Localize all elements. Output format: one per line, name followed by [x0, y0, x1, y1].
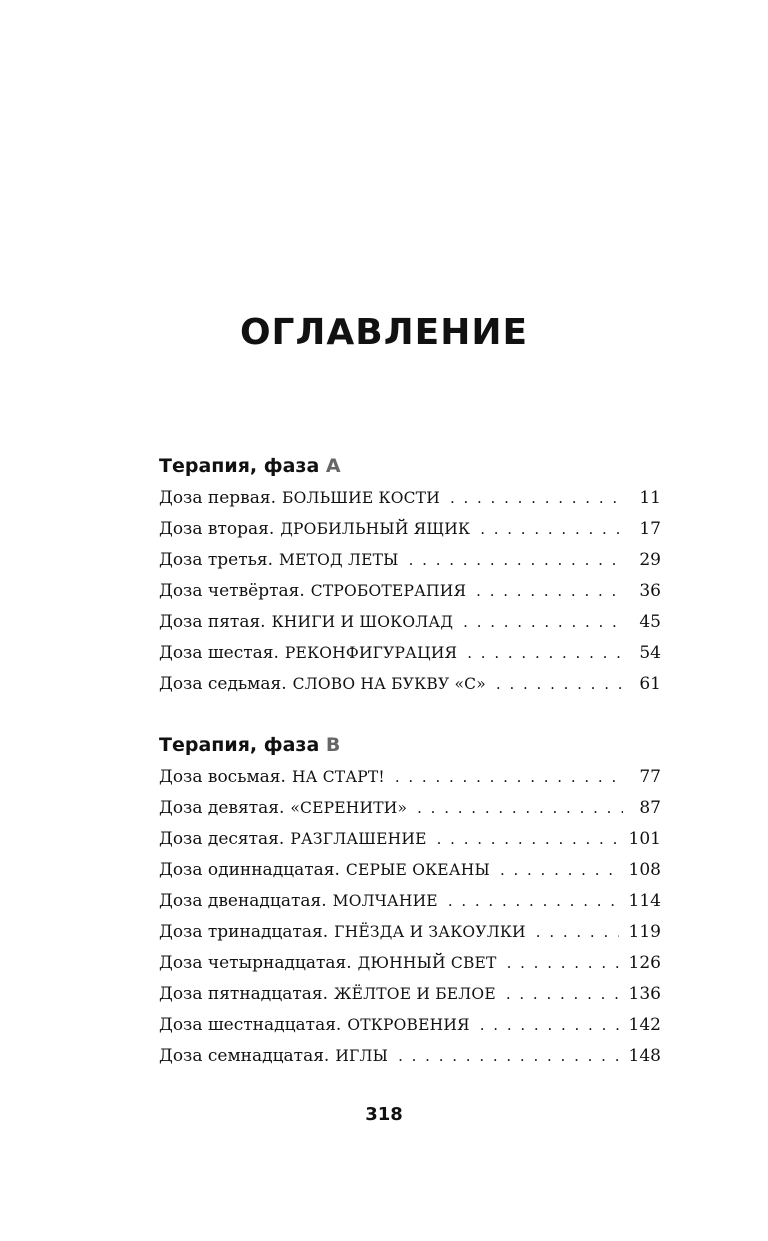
toc-entry-dose: Доза одиннадцатая. [159, 860, 340, 880]
toc-entry-dose: Доза десятая. [159, 829, 285, 849]
toc-entry-chapter: МОЛЧАНИЕ [332, 892, 438, 910]
dot-leader [506, 979, 619, 1010]
toc-entry-chapter: СТРОБОТЕРАПИЯ [310, 582, 467, 600]
toc-entry[interactable] [159, 669, 661, 700]
toc-entry-page: 77 [639, 767, 661, 787]
toc-entry-dose: Доза восьмая. [159, 767, 286, 787]
toc-entry-chapter: КНИГИ И ШОКОЛАД [271, 613, 454, 631]
toc-entry-dose: Доза пятая. [159, 612, 266, 632]
toc-entry-page: 45 [639, 612, 661, 632]
toc-entry-page: 114 [628, 891, 661, 911]
dot-leader [417, 793, 623, 824]
toc-entry-chapter: ГНЁЗДА И ЗАКОУЛКИ [334, 923, 526, 941]
phase-letter: B [325, 734, 341, 756]
dot-leader [500, 855, 619, 886]
toc-entry-dose: Доза четвёртая. [159, 581, 305, 601]
toc-entry-dose: Доза тринадцатая. [159, 922, 329, 942]
dot-leader [467, 638, 623, 669]
dot-leader [450, 483, 623, 514]
toc-entry[interactable] [159, 948, 661, 979]
section-heading-text: Терапия, фаза [159, 734, 320, 756]
toc-entry-page: 29 [639, 550, 661, 570]
toc-entry-page: 36 [639, 581, 661, 601]
dot-leader [448, 886, 619, 917]
toc-entry-chapter: СЛОВО НА БУКВУ «С» [292, 675, 486, 693]
toc-entry[interactable] [159, 514, 661, 545]
toc-entry-page: 136 [628, 984, 661, 1004]
toc-entry-dose: Доза шестая. [159, 643, 279, 663]
toc-entry-dose: Доза пятнадцатая. [159, 984, 328, 1004]
phase-letter: A [325, 455, 341, 477]
toc-entry-dose: Доза третья. [159, 550, 274, 570]
toc-entry-dose: Доза девятая. [159, 798, 285, 818]
toc-entry-page: 148 [628, 1046, 661, 1066]
toc-entry-page: 142 [628, 1015, 661, 1035]
section-heading-text: Терапия, фаза [159, 455, 320, 477]
toc-entry[interactable] [159, 576, 661, 607]
toc-entry-chapter: РЕКОНФИГУРАЦИЯ [284, 644, 458, 662]
toc-section-phase-b [159, 731, 661, 1072]
dot-leader [480, 514, 623, 545]
toc-entry[interactable] [159, 793, 661, 824]
toc-entry[interactable] [159, 1041, 661, 1072]
toc-entry[interactable] [159, 979, 661, 1010]
toc-entry-dose: Доза двенадцатая. [159, 891, 327, 911]
toc-entry-page: 119 [628, 922, 661, 942]
toc-entry[interactable] [159, 545, 661, 576]
page-number: 318 [365, 1104, 403, 1125]
toc-entry-page: 17 [639, 519, 661, 539]
dot-leader [398, 1041, 618, 1072]
toc-entry[interactable] [159, 762, 661, 793]
toc-entry[interactable] [159, 917, 661, 948]
page-title: ОГЛАВЛЕНИЕ [239, 312, 529, 354]
toc-entry-chapter: ЖЁЛТОЕ И БЕЛОЕ [334, 985, 496, 1003]
toc-entry[interactable] [159, 855, 661, 886]
dot-leader [496, 669, 623, 700]
dot-leader [409, 545, 623, 576]
toc-entry-chapter: МЕТОД ЛЕТЫ [279, 551, 399, 569]
toc-entry-page: 87 [639, 798, 661, 818]
toc-entry[interactable] [159, 886, 661, 917]
toc-entry-chapter: «СЕРЕНИТИ» [290, 799, 408, 817]
toc-entry-chapter: СЕРЫЕ ОКЕАНЫ [345, 861, 490, 879]
toc-entry-chapter: ДЮННЫЙ СВЕТ [357, 954, 497, 972]
toc-entry-chapter: ДРОБИЛЬНЫЙ ЯЩИК [280, 520, 471, 538]
toc-entry-page: 11 [639, 488, 661, 508]
dot-leader [437, 824, 619, 855]
section-heading [159, 452, 661, 480]
toc-entry-dose: Доза четырнадцатая. [159, 953, 352, 973]
toc-entry-dose: Доза вторая. [159, 519, 275, 539]
toc-entry-chapter: БОЛЬШИЕ КОСТИ [281, 489, 440, 507]
toc-entry-page: 54 [639, 643, 661, 663]
toc-entry-chapter: РАЗГЛАШЕНИЕ [290, 830, 427, 848]
toc-entry[interactable] [159, 1010, 661, 1041]
toc-section-phase-a [159, 452, 661, 700]
toc-entry-dose: Доза первая. [159, 488, 276, 508]
toc-entry-dose: Доза седьмая. [159, 674, 287, 694]
toc-entry[interactable] [159, 483, 661, 514]
dot-leader [476, 576, 623, 607]
toc-entry-dose: Доза семнадцатая. [159, 1046, 330, 1066]
toc-entry[interactable] [159, 824, 661, 855]
toc-entry[interactable] [159, 638, 661, 669]
toc-entry-dose: Доза шестнадцатая. [159, 1015, 342, 1035]
toc-entry-page: 61 [639, 674, 661, 694]
dot-leader [480, 1010, 619, 1041]
toc-entry-chapter: ИГЛЫ [335, 1047, 389, 1065]
toc-entry-chapter: НА СТАРТ! [291, 768, 385, 786]
toc-entry-page: 101 [628, 829, 661, 849]
toc-entry-chapter: ОТКРОВЕНИЯ [347, 1016, 470, 1034]
dot-leader [463, 607, 623, 638]
toc-entry[interactable] [159, 607, 661, 638]
dot-leader [536, 917, 619, 948]
toc-entry-page: 126 [628, 953, 661, 973]
section-heading [159, 731, 661, 759]
dot-leader [395, 762, 623, 793]
toc-entry-page: 108 [628, 860, 661, 880]
dot-leader [507, 948, 619, 979]
